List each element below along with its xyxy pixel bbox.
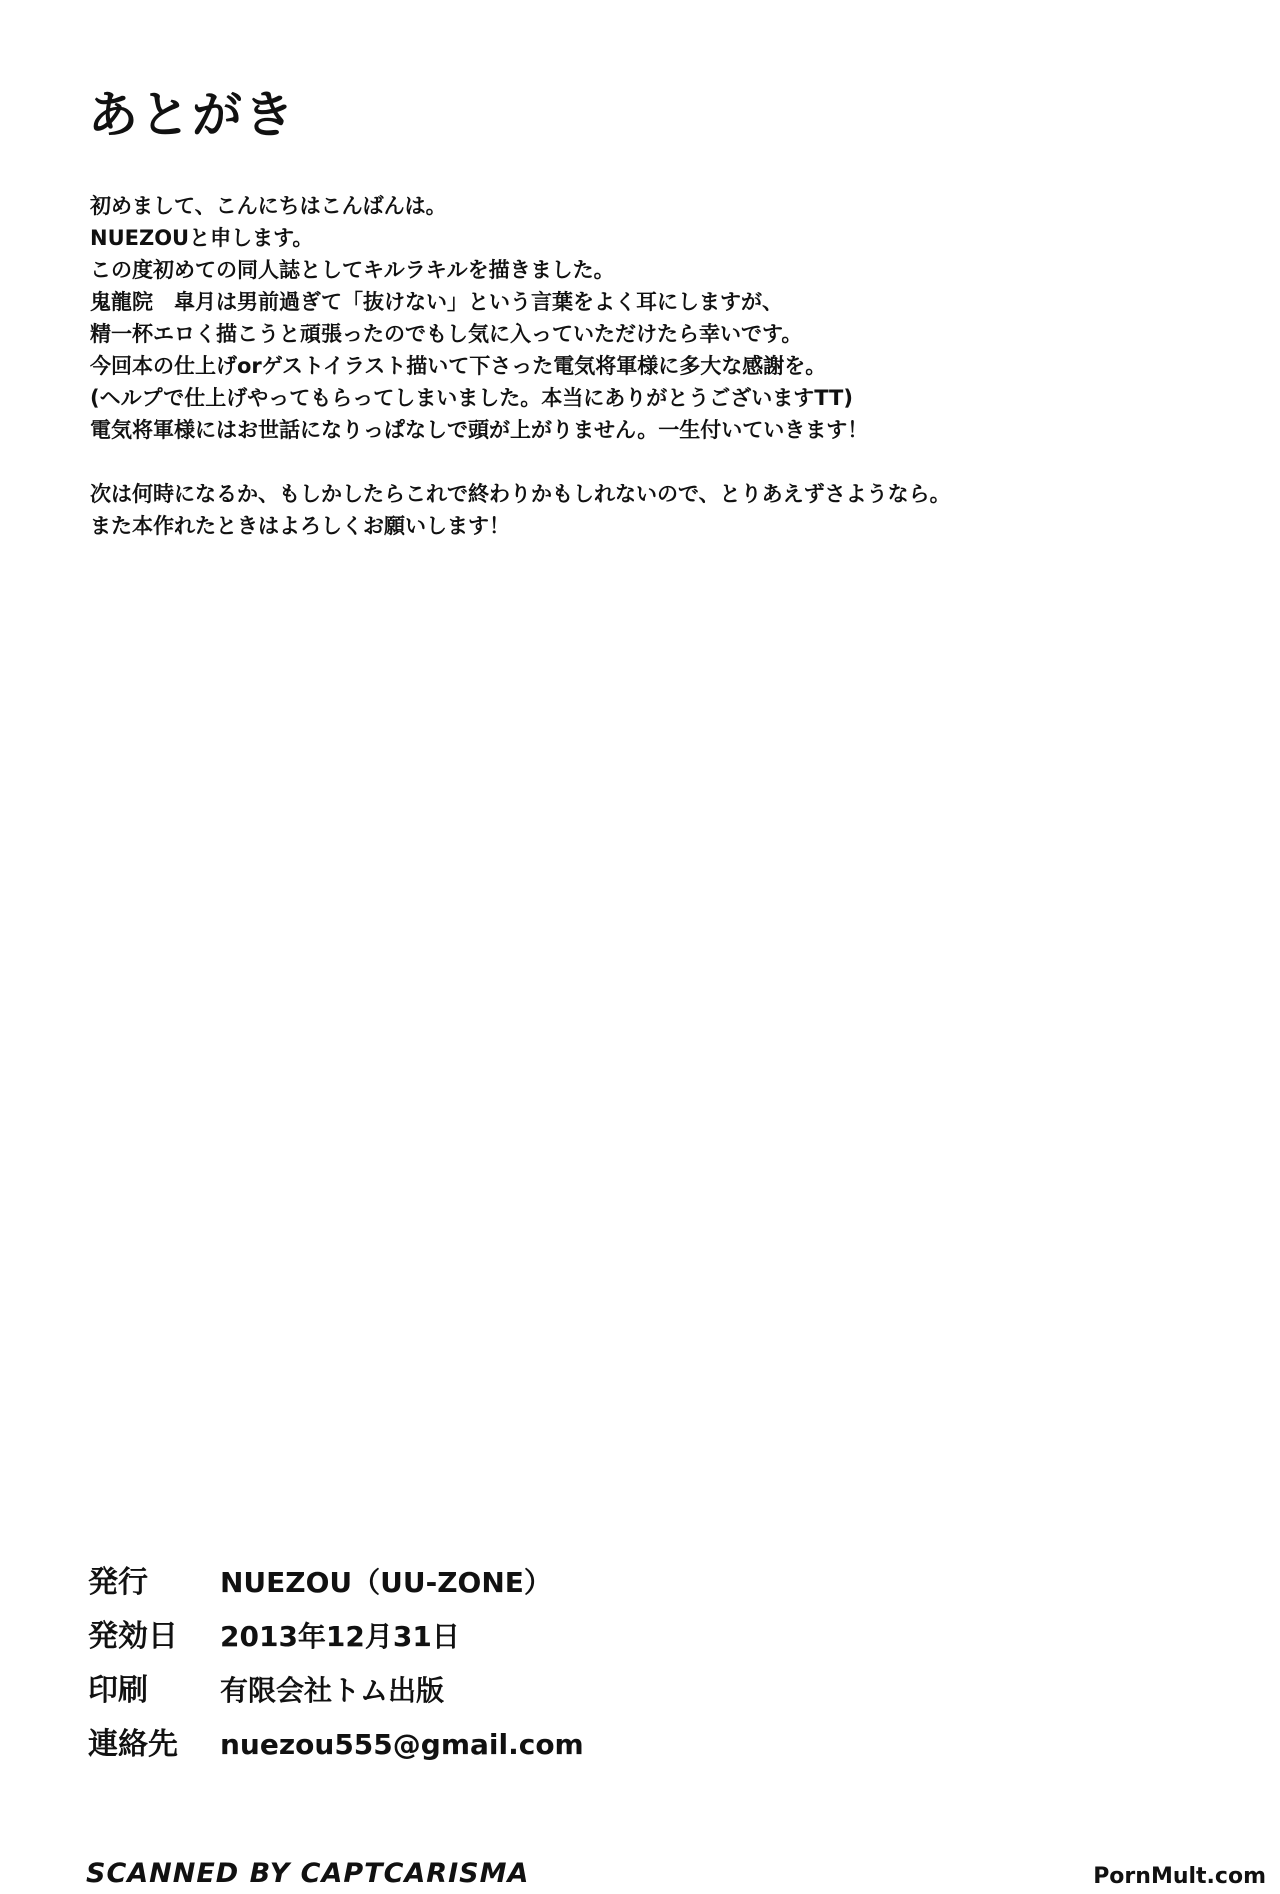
publisher-label: 発行 bbox=[88, 1565, 148, 1600]
scan-credit: SCANNED BY CAPTCARISMA bbox=[86, 1858, 530, 1889]
colophon-row-contact bbox=[88, 1718, 788, 1772]
paragraph-spacer bbox=[90, 446, 1190, 478]
date-label: 発効日 bbox=[88, 1619, 178, 1654]
afterword-line: 今回本の仕上げorゲストイラスト描いて下さった電気将軍様に多大な感謝を。 bbox=[90, 354, 827, 378]
page-title: あとがき bbox=[88, 86, 296, 144]
afterword-line: (ヘルプで仕上げやってもらってしまいました。本当にありがとうございますTT) bbox=[90, 386, 853, 410]
contact-email: nuezou555@gmail.com bbox=[220, 1728, 584, 1761]
afterword-line: また本作れたときはよろしくお願いします！ bbox=[90, 514, 510, 538]
contact-label: 連絡先 bbox=[88, 1727, 178, 1762]
colophon-row-date bbox=[88, 1610, 788, 1664]
printer-label: 印刷 bbox=[88, 1673, 148, 1708]
publisher-value: NUEZOU（UU-ZONE） bbox=[220, 1566, 552, 1599]
afterword-line: 鬼龍院 皐月は男前過ぎて「抜けない」という言葉をよく耳にしますが、 bbox=[90, 290, 783, 314]
colophon-row-publisher bbox=[88, 1556, 788, 1610]
afterword-body bbox=[90, 190, 1190, 542]
afterword-line: 電気将軍様にはお世話になりっぱなしで頭が上がりません。一生付いていきます！ bbox=[90, 418, 869, 442]
afterword-line: 初めまして、こんにちはこんばんは。 bbox=[90, 194, 447, 218]
afterword-line: 精一杯エロく描こうと頑張ったのでもし気に入っていただけたら幸いです。 bbox=[90, 322, 803, 346]
colophon-row-printer bbox=[88, 1664, 788, 1718]
afterword-line: NUEZOUと申します。 bbox=[90, 226, 314, 250]
colophon bbox=[88, 1556, 788, 1772]
date-value: 2013年12月31日 bbox=[220, 1620, 460, 1653]
watermark: PornMult.com bbox=[1093, 1864, 1266, 1889]
afterword-line: 次は何時になるか、もしかしたらこれで終わりかもしれないので、とりあえずさようなら。 bbox=[90, 482, 951, 506]
printer-value: 有限会社トム出版 bbox=[220, 1674, 445, 1707]
afterword-line: この度初めての同人誌としてキルラキルを描きました。 bbox=[90, 258, 615, 282]
